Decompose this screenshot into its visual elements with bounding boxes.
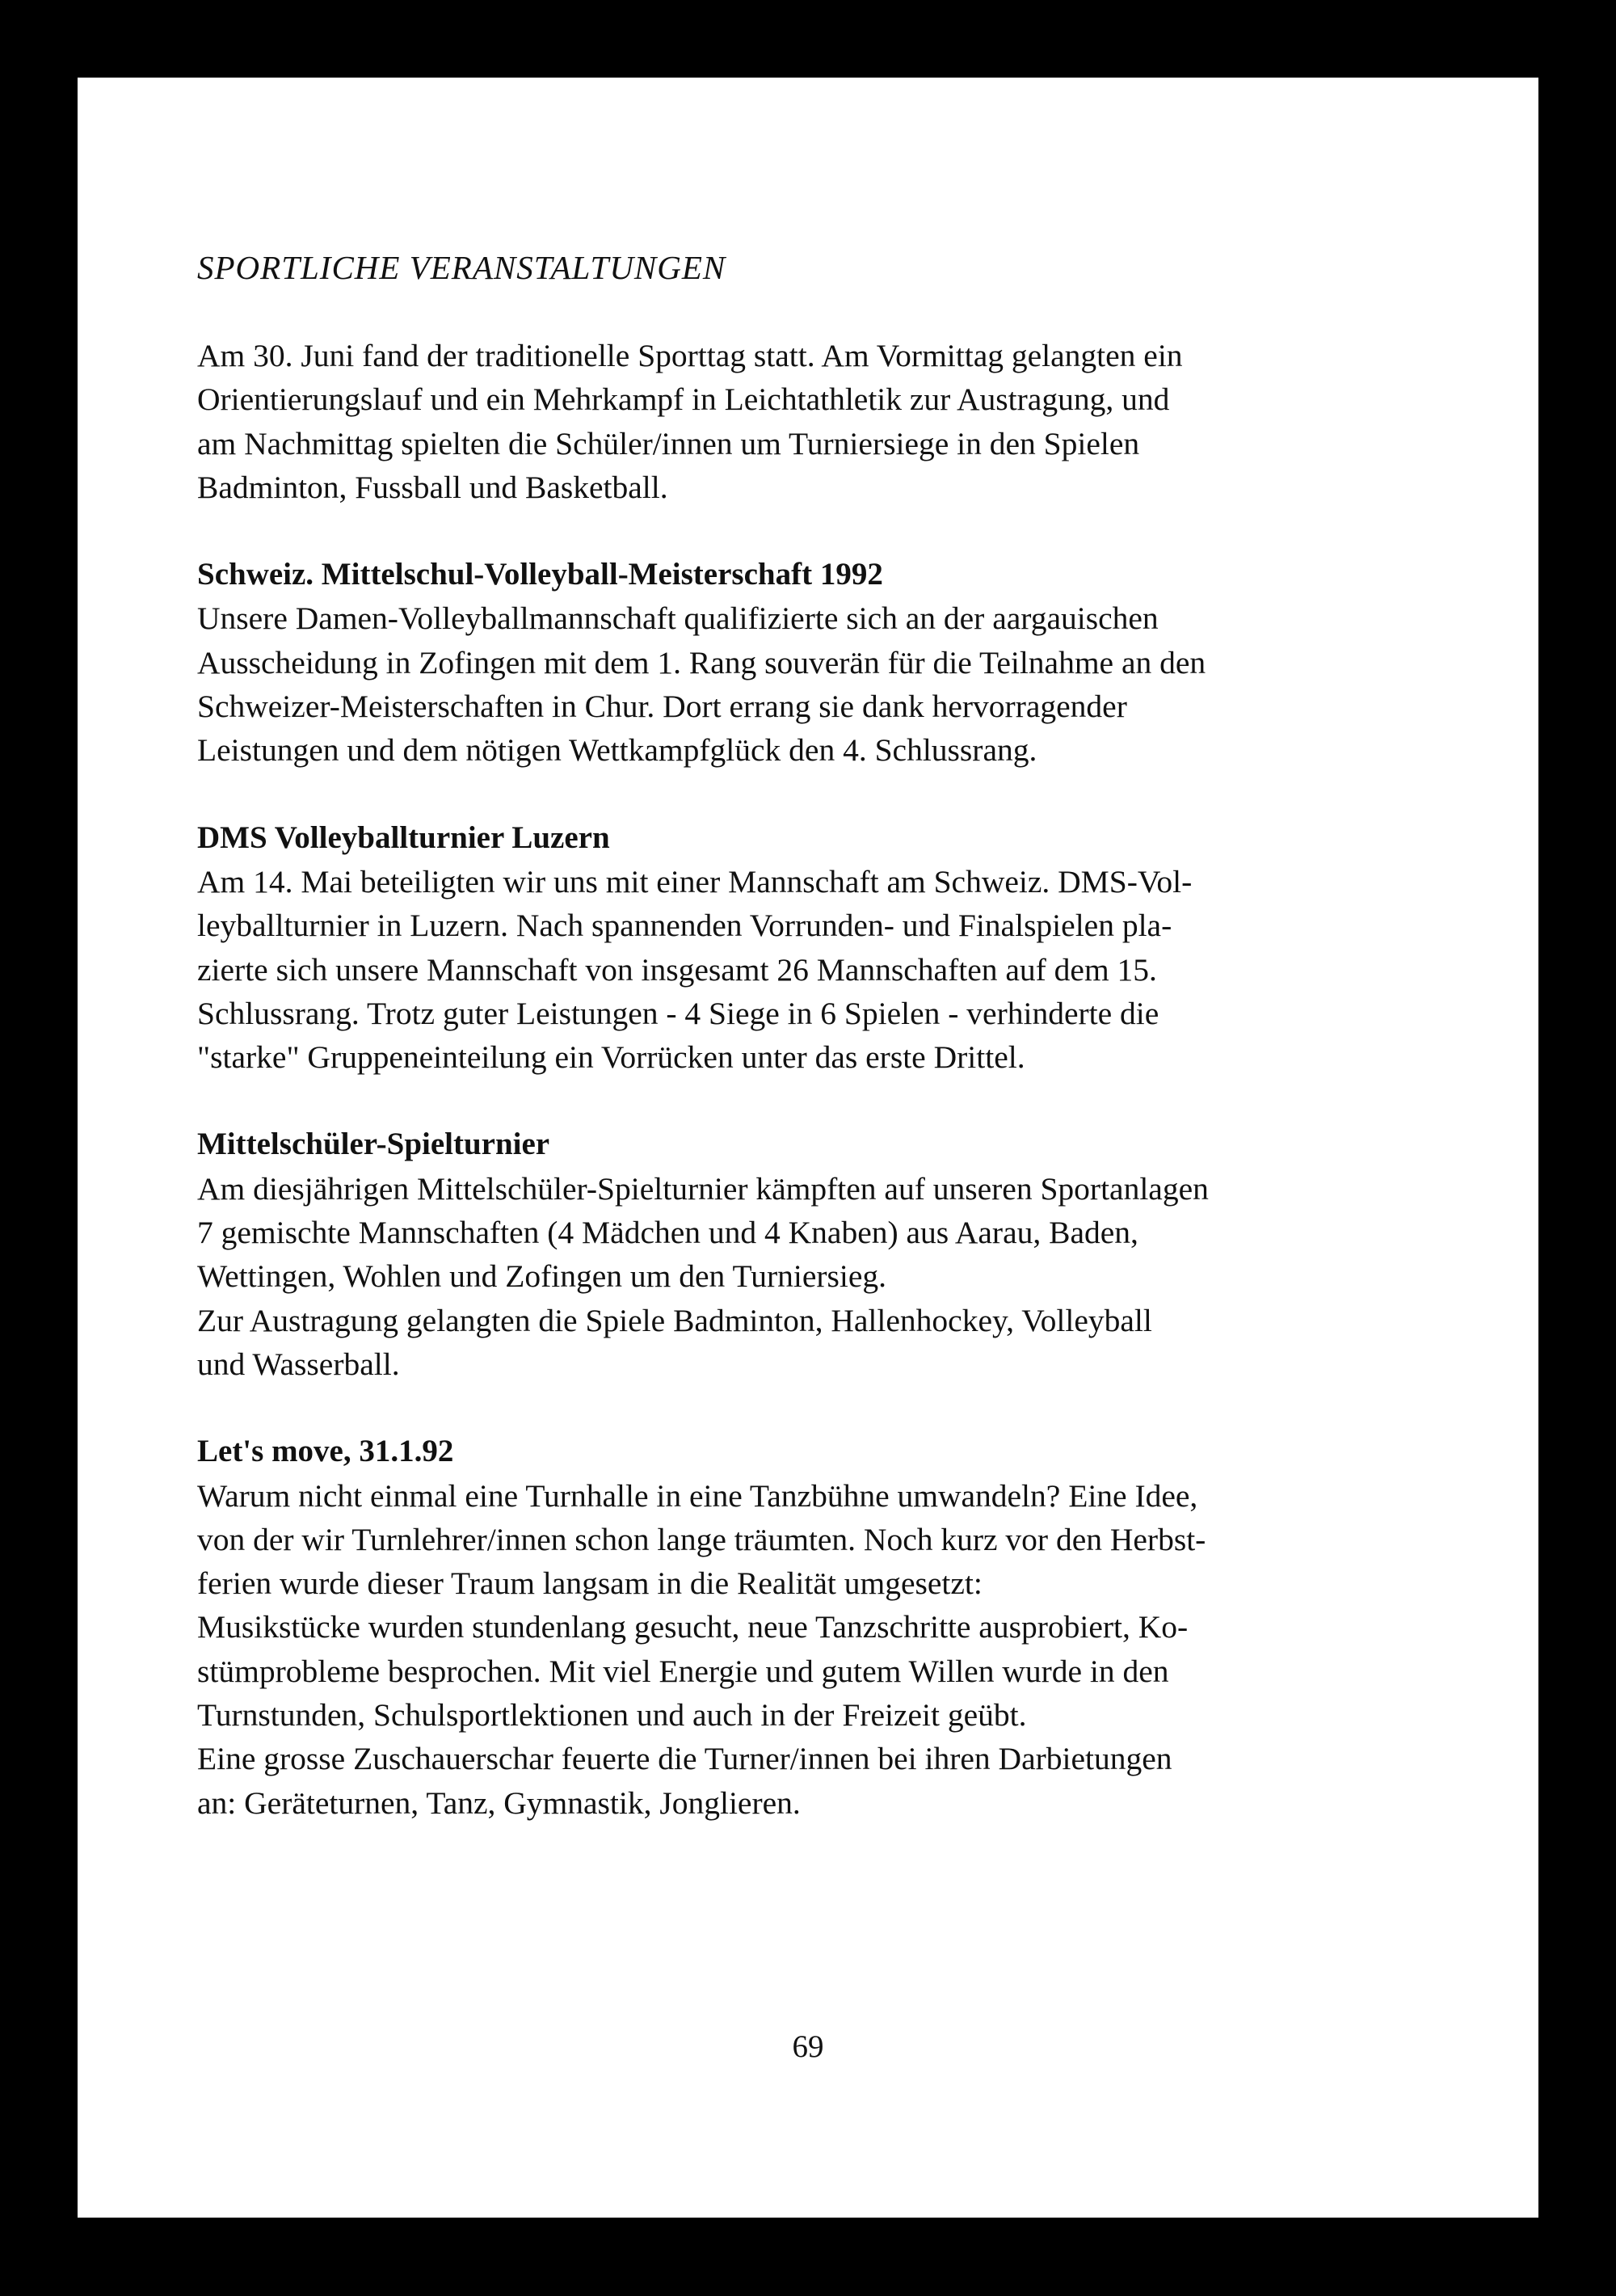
intro-line: Am 30. Juni fand der traditionelle Sporttag statt. Am Vormittag gelangten ein [197,338,1183,373]
section-line: Wettingen, Wohlen und Zofingen um den Turniersieg. [197,1258,887,1295]
intro-paragraph [197,334,1448,509]
document-page [78,78,1538,2218]
section-heading: Mittelschüler-Spielturnier [197,1127,550,1162]
section-paragraph [197,1167,1448,1386]
section-line: Am 14. Mai beteiligten wir uns mit einer Mannschaft am Schweiz. DMS-Vol- [197,863,1193,899]
section-line: "starke" Gruppeneinteilung ein Vorrücken unter das erste Drittel. [197,1039,1025,1076]
section-line: 7 gemischte Mannschaften (4 Mädchen und 4 Knaben) aus Aarau, Baden, [197,1215,1138,1251]
section-line: von der wir Turnlehrer/innen schon lange träumten. Noch kurz vor den Herbst- [197,1521,1206,1557]
section-line: stümprobleme besprochen. Mit viel Energie und gutem Willen wurde in den [197,1653,1169,1689]
section-line: leyballturnier in Luzern. Nach spannenden Vorrunden- und Finalspielen pla- [197,908,1172,944]
section-line: ferien wurde dieser Traum langsam in die Realität umgesetzt: [197,1565,983,1602]
section-heading: Let's move, 31.1.92 [197,1434,454,1469]
section-lets-move [197,1430,1448,1825]
section-line: Schweizer-Meisterschaften in Chur. Dort errang sie dank hervorragender [197,689,1127,725]
section-line: und Wasserball. [197,1346,400,1382]
section-line: Ausscheidung in Zofingen mit dem 1. Rang souverän für die Teilnahme an den [197,644,1206,680]
intro-line: Badminton, Fussball und Basketball. [197,469,668,505]
section-line: an: Geräteturnen, Tanz, Gymnastik, Jonglieren. [197,1784,801,1821]
page-content [197,246,1448,1825]
section-line: Unsere Damen-Volleyballmannschaft qualifizierte sich an der aargauischen [197,600,1159,637]
section-line: Turnstunden, Schulsportlektionen und auch in der Freizeit geübt. [197,1697,1027,1734]
section-heading: DMS Volleyballturnier Luzern [197,819,610,855]
section-line: Am diesjährigen Mittelschüler-Spielturnier kämpften auf unseren Sportanlagen [197,1170,1209,1207]
page-title: SPORTLICHE VERANSTALTUNGEN [197,249,726,286]
section-spielturnier [197,1123,1448,1386]
intro-line: Orientierungslauf und ein Mehrkampf in Leichtathletik zur Austragung, und [197,381,1170,418]
section-paragraph [197,596,1448,772]
page-number: 69 [792,2029,824,2064]
section-paragraph [197,1474,1448,1825]
section-dms-volleyballturnier [197,816,1448,1080]
section-line: Leistungen und dem nötigen Wettkampfglück den 4. Schlussrang. [197,732,1037,769]
section-line: Eine grosse Zuschauerschar feuerte die Turner/innen bei ihren Darbietungen [197,1741,1172,1777]
section-paragraph [197,860,1448,1079]
section-heading: Schweiz. Mittelschul-Volleyball-Meisterschaft 1992 [197,557,883,592]
section-line: zierte sich unsere Mannschaft von insgesamt 26 Mannschaften auf dem 15. [197,951,1157,988]
section-line: Schlussrang. Trotz guter Leistungen - 4 Siege in 6 Spielen - verhinderte die [197,995,1159,1031]
section-line: Musikstücke wurden stundenlang gesucht, neue Tanzschritte ausprobiert, Ko- [197,1609,1189,1645]
section-line: Warum nicht einmal eine Turnhalle in eine Tanzbühne umwandeln? Eine Idee, [197,1477,1198,1514]
section-volleyball-meisterschaft [197,553,1448,772]
intro-line: am Nachmittag spielten die Schüler/innen um Turniersiege in den Spielen [197,425,1140,461]
section-line: Zur Austragung gelangten die Spiele Badminton, Hallenhockey, Volleyball [197,1302,1152,1338]
